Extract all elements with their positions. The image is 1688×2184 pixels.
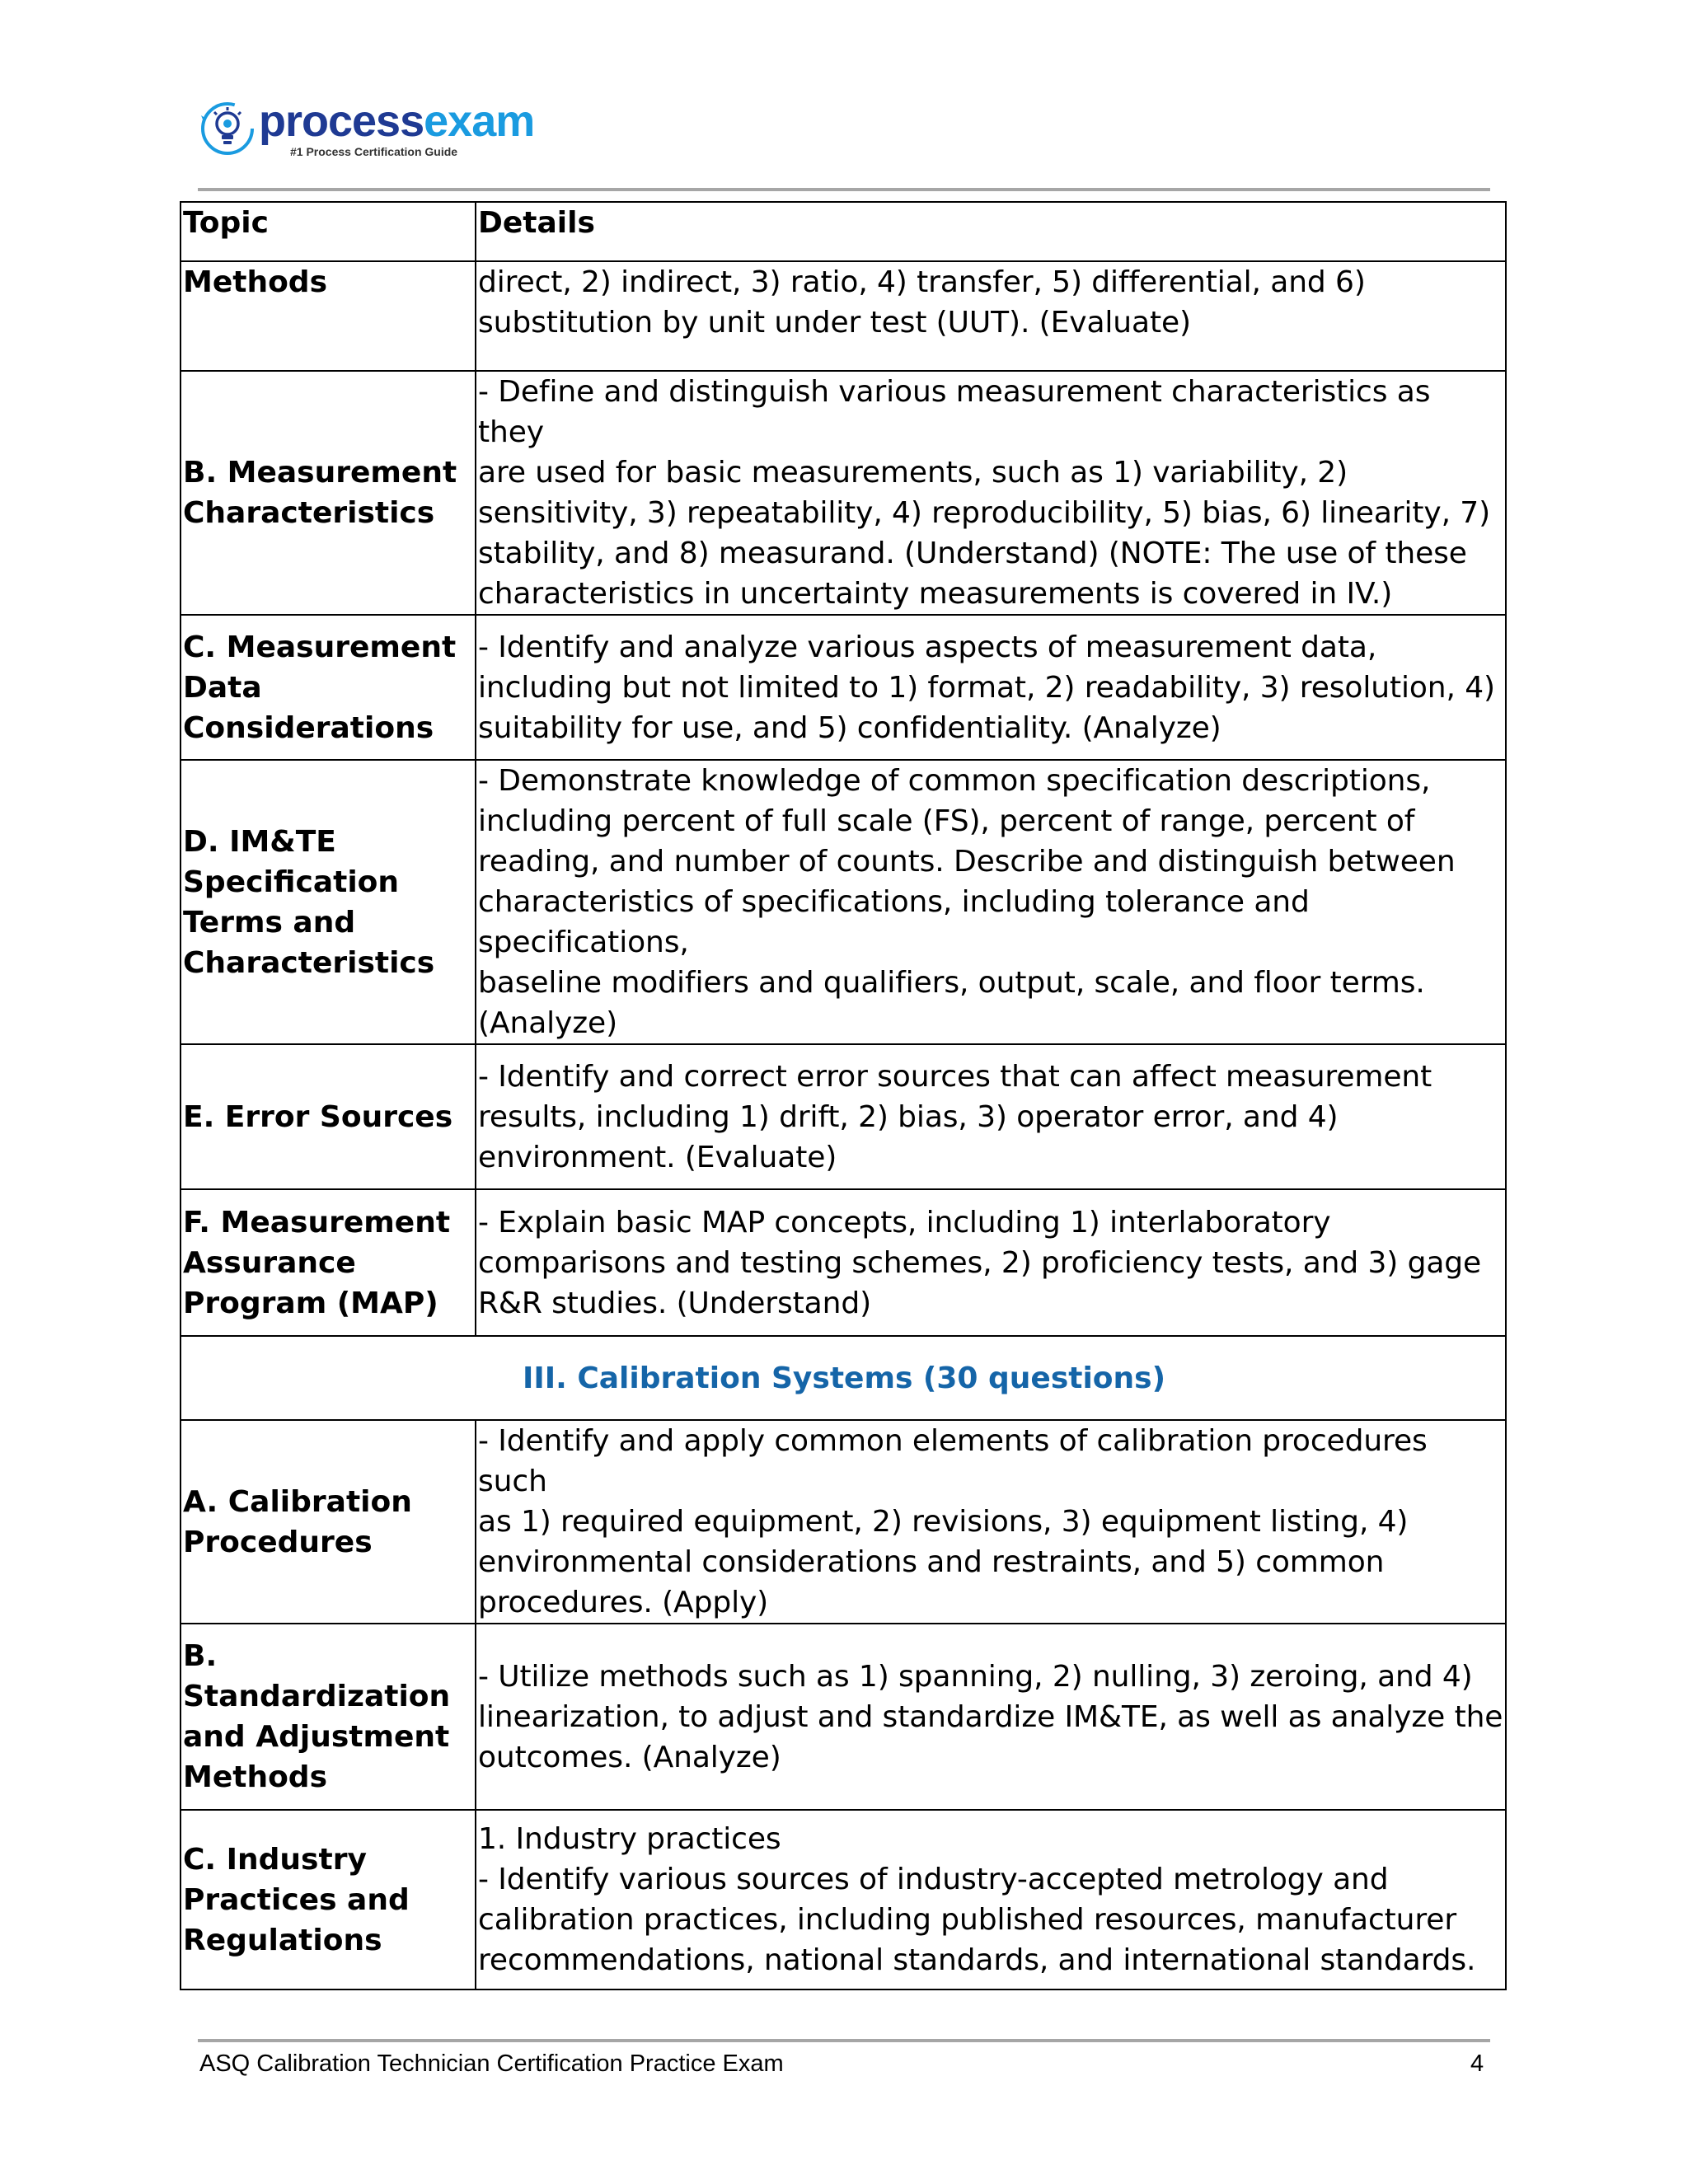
logo-word-exam: exam bbox=[424, 96, 535, 146]
details-cell: - Demonstrate knowledge of common specification descriptions, including percent of full scale (FS), percent of range, percent of reading, and number of counts. Describe and distinguish between characteristics of specifications, including tolerance and specifications, baseline modifiers and qualifiers, output, scale, and floor terms. (Analyze) bbox=[476, 760, 1506, 1044]
section-heading: III. Calibration Systems (30 questions) bbox=[181, 1336, 1506, 1420]
topic-cell: E. Error Sources bbox=[181, 1044, 476, 1189]
page-number: 4 bbox=[1470, 2050, 1484, 2077]
footer-title: ASQ Calibration Technician Certification Practice Exam bbox=[199, 2050, 784, 2077]
section-row bbox=[181, 1336, 1506, 1420]
logo-wordmark bbox=[259, 92, 534, 150]
topic-cell: C. Measurement Data Considerations bbox=[181, 615, 476, 760]
topic-cell: B. Standardization and Adjustment Methods bbox=[181, 1624, 476, 1810]
footer-divider bbox=[198, 2039, 1490, 2042]
syllabus-table bbox=[180, 201, 1507, 1990]
details-cell: - Identify and correct error sources that can affect measurement results, including 1) drift, 2) bias, 3) operator error, and 4) environment. (Evaluate) bbox=[476, 1044, 1506, 1189]
table-row bbox=[181, 760, 1506, 1044]
processexam-logo bbox=[199, 96, 535, 163]
column-header-topic: Topic bbox=[181, 202, 476, 261]
details-cell: - Define and distinguish various measurement characteristics as they are used for basic measurements, such as 1) variability, 2) sensitivity, 3) repeatability, 4) reproducibility, 5) bias, 6) linearity, 7) stability, and 8) measurand. (Understand) (NOTE: The use of these characteristics in uncertainty measurements is covered in IV.) bbox=[476, 371, 1506, 615]
topic-cell: Methods bbox=[181, 261, 476, 371]
details-cell: - Identify and apply common elements of calibration procedures such as 1) required equipment, 2) revisions, 3) equipment listing, 4) environmental considerations and restraints, and 5) common procedures. (Apply) bbox=[476, 1420, 1506, 1624]
details-cell: direct, 2) indirect, 3) ratio, 4) transfer, 5) differential, and 6) substitution by unit under test (UUT). (Evaluate) bbox=[476, 261, 1506, 371]
topic-cell: B. Measurement Characteristics bbox=[181, 371, 476, 615]
lightbulb-gear-icon bbox=[199, 101, 256, 157]
table-row bbox=[181, 1420, 1506, 1624]
details-cell: 1. Industry practices - Identify various sources of industry-accepted metrology and calibration practices, including published resources, manufacturer recommendations, national standards, and international standards. bbox=[476, 1810, 1506, 1990]
logo-tagline: #1 Process Certification Guide bbox=[290, 145, 458, 158]
column-header-details: Details bbox=[476, 202, 1506, 261]
table-row bbox=[181, 261, 1506, 371]
table-row bbox=[181, 1189, 1506, 1336]
table-row bbox=[181, 371, 1506, 615]
table-header-row bbox=[181, 202, 1506, 261]
details-cell: - Identify and analyze various aspects of measurement data, including but not limited to 1) format, 2) readability, 3) resolution, 4) suitability for use, and 5) confidentiality. (Analyze) bbox=[476, 615, 1506, 760]
details-cell: - Explain basic MAP concepts, including 1) interlaboratory comparisons and testing schemes, 2) proficiency tests, and 3) gage R&R studies. (Understand) bbox=[476, 1189, 1506, 1336]
topic-cell: A. Calibration Procedures bbox=[181, 1420, 476, 1624]
logo-word-process: process bbox=[259, 96, 424, 146]
table-row bbox=[181, 1810, 1506, 1990]
topic-cell: C. Industry Practices and Regulations bbox=[181, 1810, 476, 1990]
header-divider bbox=[198, 188, 1490, 191]
topic-cell: D. IM&TE Specification Terms and Characteristics bbox=[181, 760, 476, 1044]
details-cell: - Utilize methods such as 1) spanning, 2) nulling, 3) zeroing, and 4) linearization, to adjust and standardize IM&TE, as well as analyze the outcomes. (Analyze) bbox=[476, 1624, 1506, 1810]
table-row bbox=[181, 1044, 1506, 1189]
table-row bbox=[181, 1624, 1506, 1810]
topic-cell: F. Measurement Assurance Program (MAP) bbox=[181, 1189, 476, 1336]
table-row bbox=[181, 615, 1506, 760]
